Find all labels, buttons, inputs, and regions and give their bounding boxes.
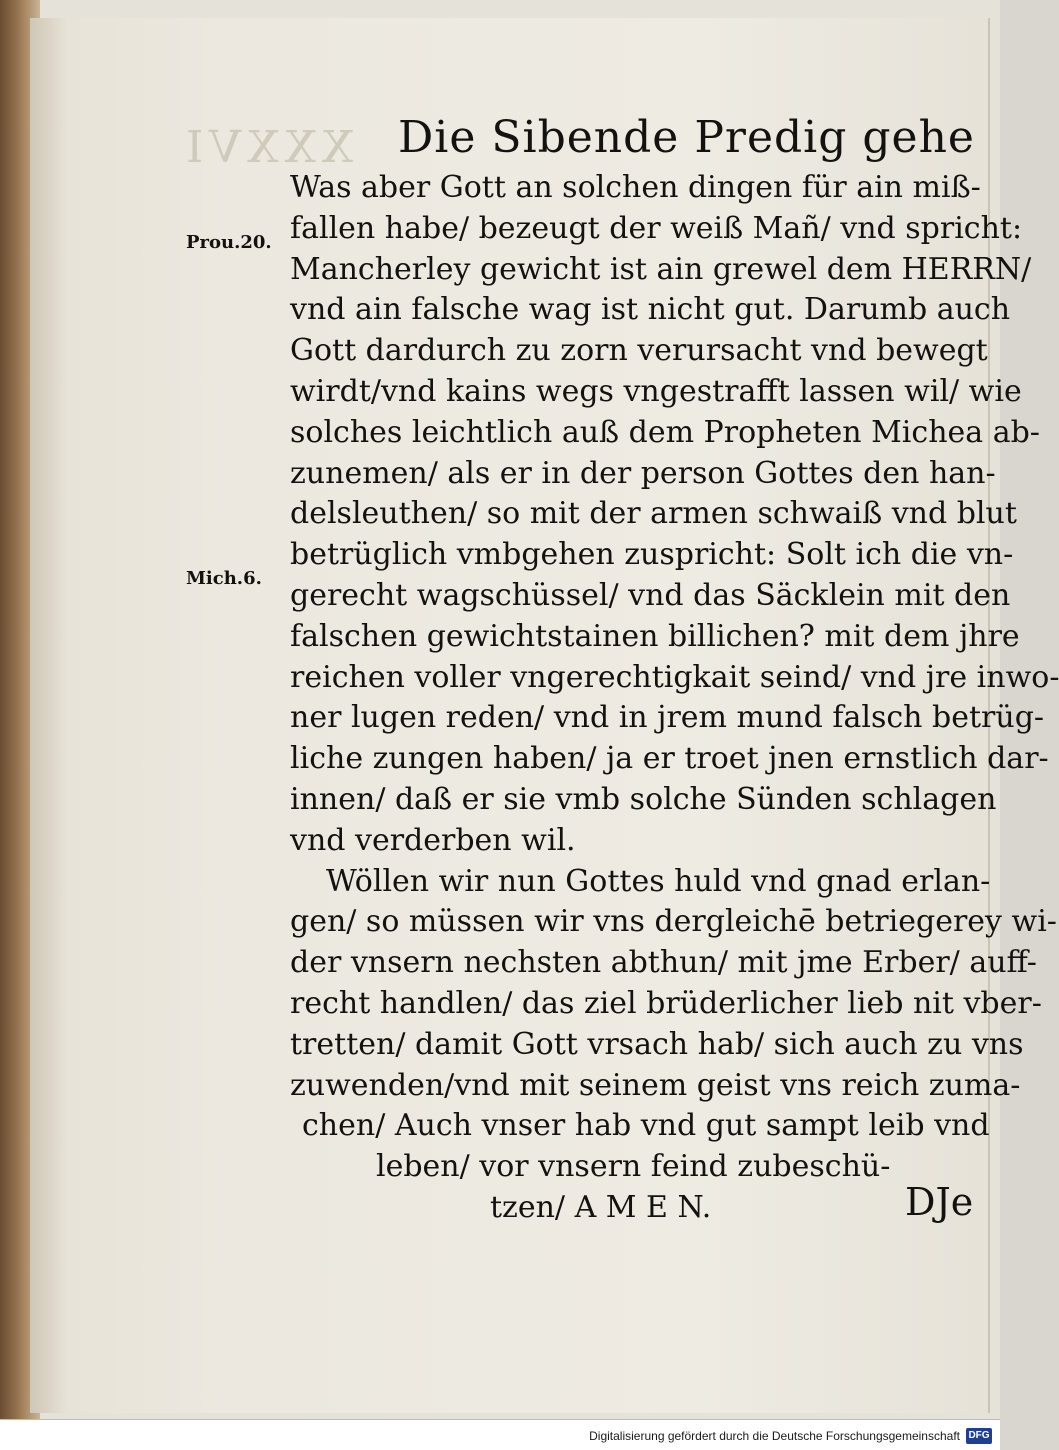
margin-note-micah: Mich.6. [186,568,262,589]
text-line: gen/ so müssen wir vns dergleichē betriegerey wi- [290,904,1057,940]
text-line: gerecht wagschüssel/ vnd das Säcklein mit den [290,577,1011,613]
text-line: solches leichtlich auß dem Propheten Michea ab- [290,414,1040,450]
text-line: Gott dardurch zu zorn verursacht vnd bewegt [290,333,988,369]
text-line: fallen habe/ bezeugt der weiß Mañ/ vnd spricht: [290,210,1023,246]
catchword: DJe [905,1180,974,1224]
bleed-through-foliation: XXXVI [180,122,354,173]
text-line: der vnsern nechsten abthun/ mit jme Erber/ auff- [290,945,1037,981]
text-line: vnd verderben wil. [290,822,576,858]
text-line: vnd ain falsche wag ist nicht gut. Darumb auch [290,292,1011,328]
text-line: Was aber Gott an solchen dingen für ain miß- [290,170,981,205]
footer-bar [0,1419,1000,1450]
text-line: innen/ daß er sie vmb solche Sünden schlagen [290,781,997,817]
running-head: Die Sibende Predig gehe [398,112,975,163]
funding-credit: Digitalisierung gefördert durch die Deutsche Forschungsgemeinschaft [589,1429,960,1443]
text-line: recht handlen/ das ziel brüderlicher lieb nit vber- [290,985,1042,1021]
dfg-logo-icon: DFG [966,1428,992,1444]
text-line: liche zungen haben/ ja er troet jnen ernstlich dar- [290,741,1049,777]
text-line: zunemen/ als er in der person Gottes den han- [290,455,996,491]
text-line: Wöllen wir nun Gottes huld vnd gnad erlan- [326,863,991,899]
text-line: chen/ Auch vnser hab vnd gut sampt leib vnd [302,1108,990,1144]
body-text [290,168,1059,1229]
text-line: leben/ vor vnsern feind zubeschü- [376,1149,891,1185]
text-line: reichen voller vngerechtigkait seind/ vnd jre inwo- [290,659,1059,695]
text-line: tzen/ A M E N. [490,1189,712,1225]
text-line: delsleuthen/ so mit der armen schwaiß vnd blut [290,496,1017,532]
text-line: wirdt/vnd kains wegs vngestrafft lassen wil/ wie [290,373,1022,409]
text-line: ner lugen reden/ vnd in jrem mund falsch betrüg- [290,700,1045,736]
text-line: tretten/ damit Gott vrsach hab/ sich auch zu vns [290,1026,1024,1062]
text-line: Mancherley gewicht ist ain grewel dem HERRN/ [290,251,1032,287]
margin-note-proverbs: Prou.20. [186,232,272,253]
text-line: falschen gewichtstainen billichen? mit dem jhre [290,618,1020,654]
text-line: zuwenden/vnd mit seinem geist vns reich zuma- [290,1067,1021,1103]
text-line: betrüglich vmbgehen zuspricht: Solt ich die vn- [290,537,1014,573]
